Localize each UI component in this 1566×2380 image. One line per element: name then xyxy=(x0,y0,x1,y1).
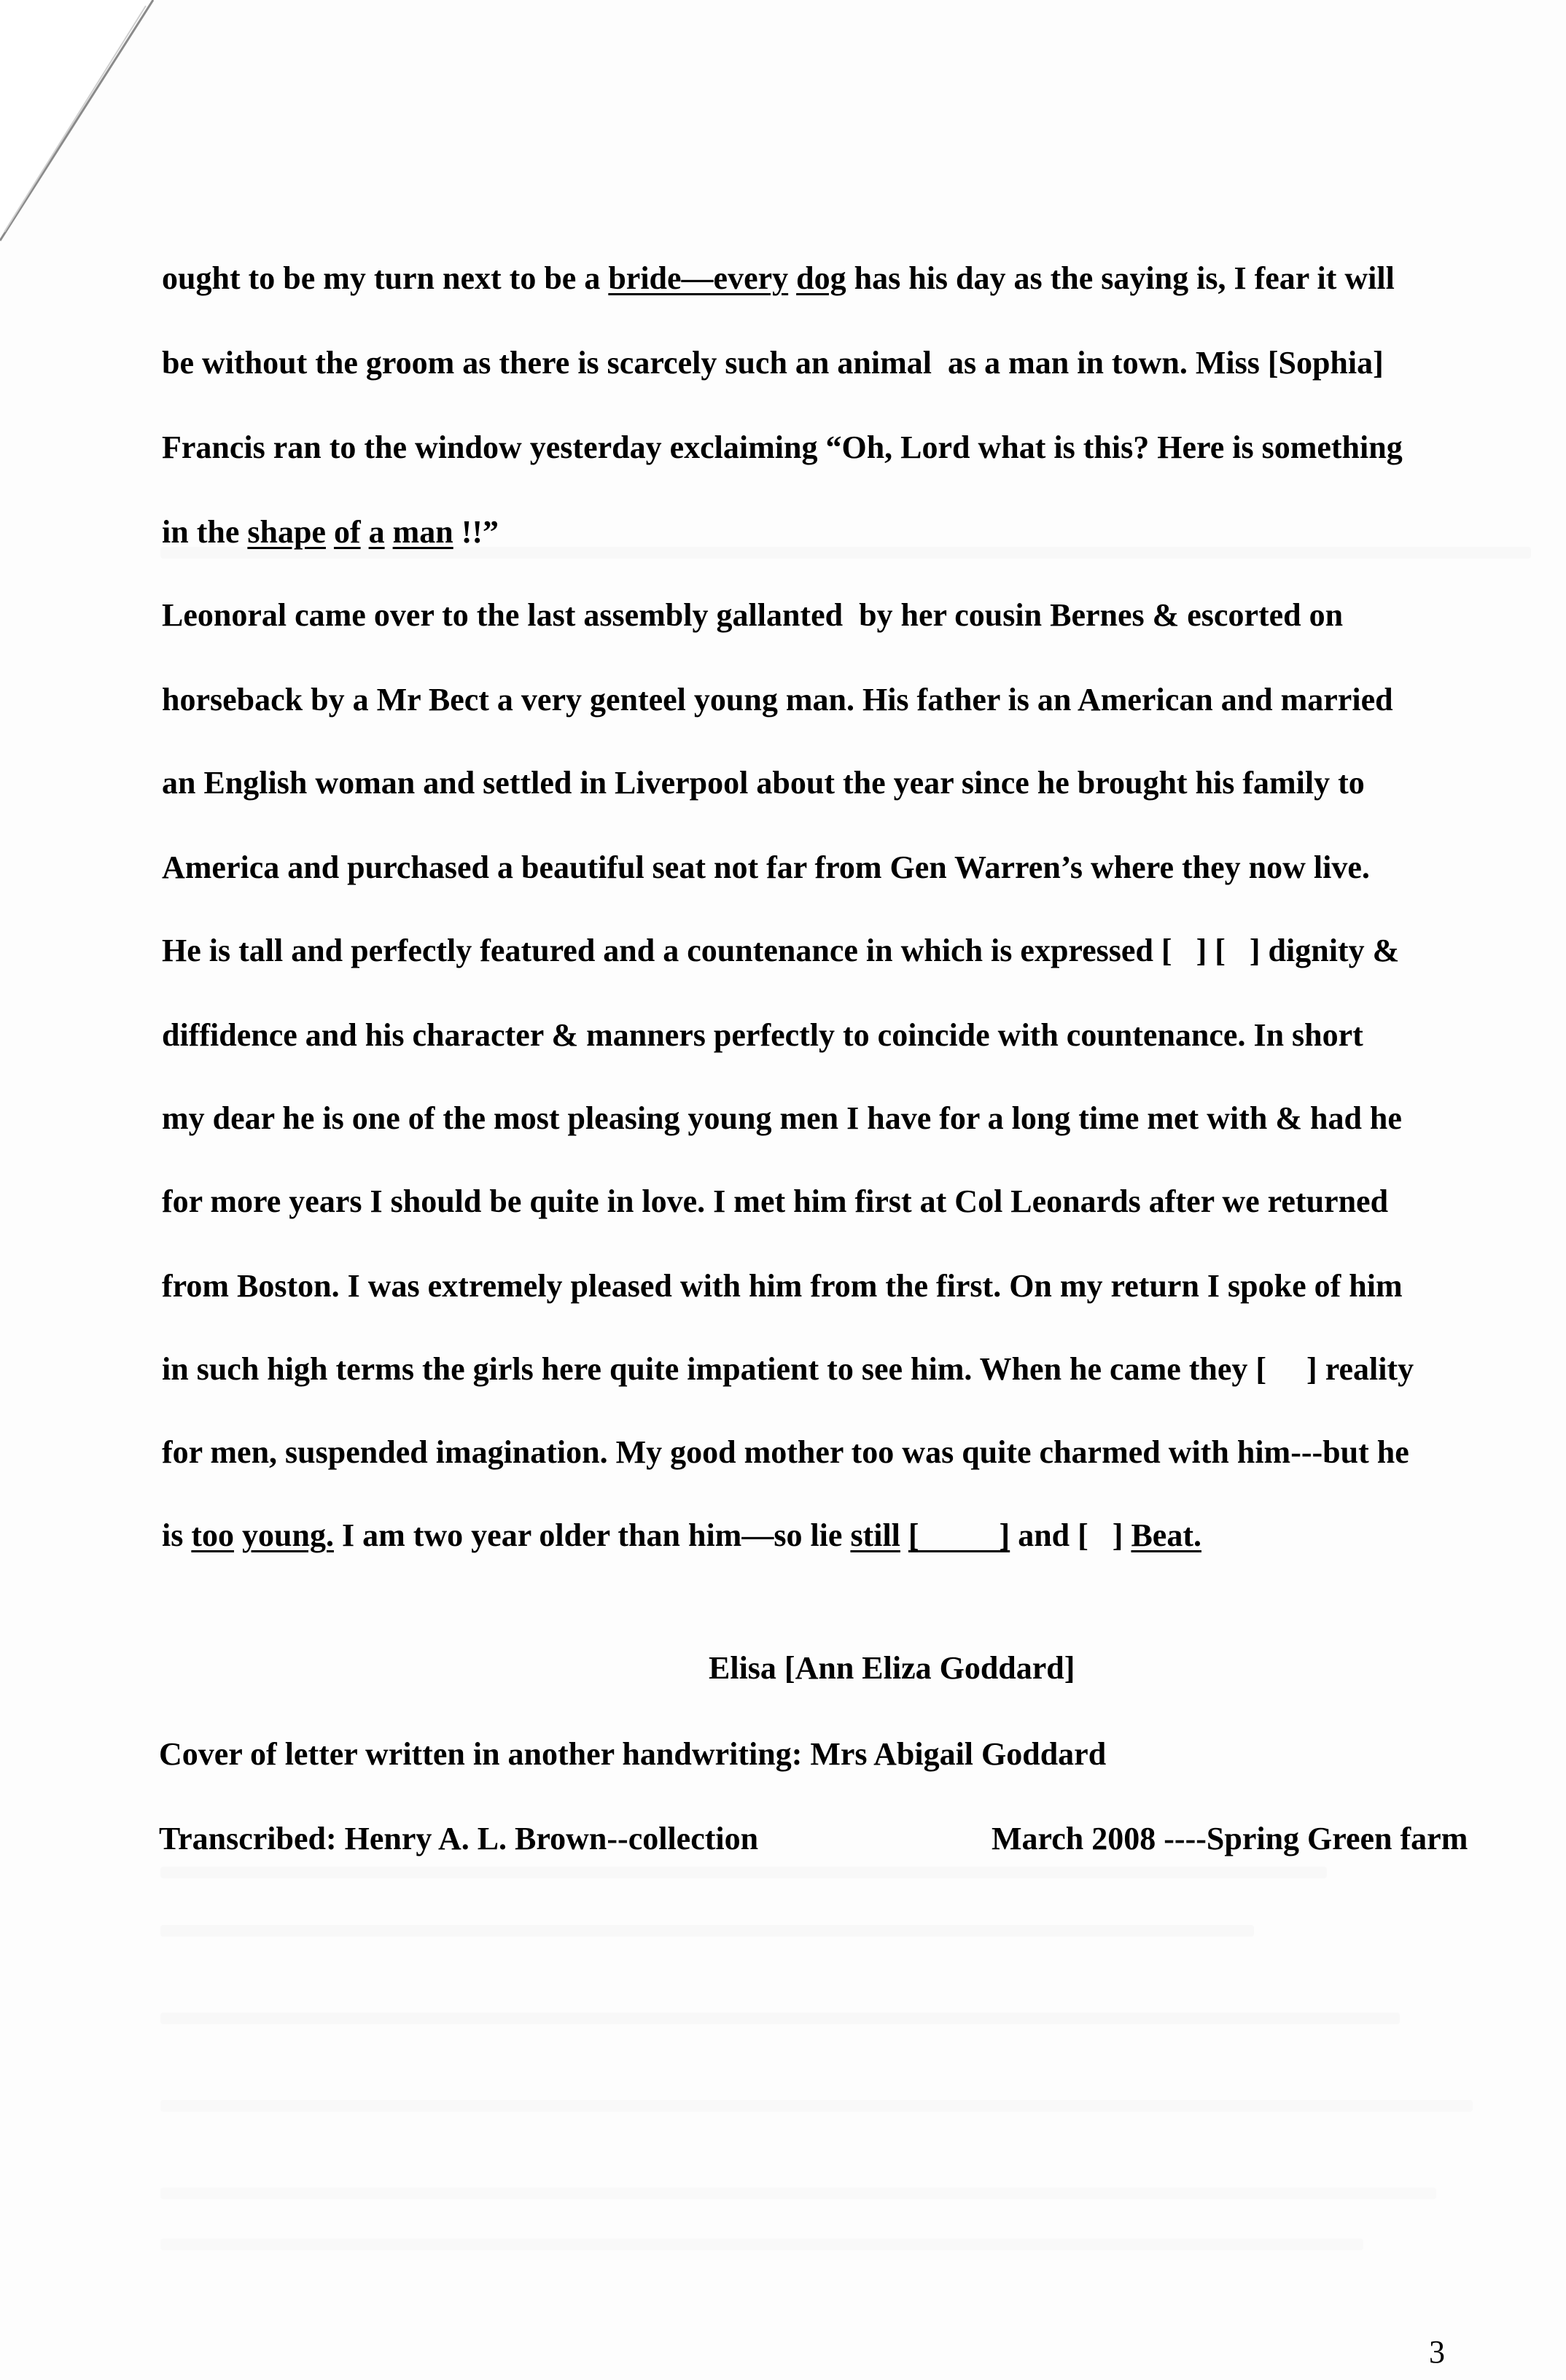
text-segment: Leonoral came over to the last assembly gallanted by her cousin Bernes & escorted on xyxy=(162,597,1344,633)
body-line xyxy=(162,1348,1414,1391)
bleed-through-shadow xyxy=(160,2239,1363,2250)
transcribed-date-place: March 2008 ----Spring Green farm xyxy=(992,1821,1468,1856)
underlined-text: [ ] xyxy=(908,1517,1010,1553)
signature: Elisa [Ann Eliza Goddard] xyxy=(709,1650,1075,1686)
text-segment: diffidence and his character & manners perfectly to coincide with countenance. In short xyxy=(162,1017,1363,1053)
body-line xyxy=(162,1014,1363,1057)
bleed-through-shadow xyxy=(160,2188,1436,2199)
text-segment: has his day as the saying is, I fear it will xyxy=(846,260,1395,296)
text-segment: !!” xyxy=(453,514,499,550)
text-segment xyxy=(326,514,334,550)
underlined-text: bride—every xyxy=(608,260,789,296)
body-line xyxy=(162,257,1395,300)
bleed-through-shadow xyxy=(160,1925,1254,1937)
underlined-text: young. xyxy=(242,1517,334,1553)
body-line xyxy=(162,1180,1388,1224)
bleed-through-shadow xyxy=(160,1867,1327,1878)
page-number: 3 xyxy=(1429,2334,1445,2370)
body-line xyxy=(162,594,1343,637)
underlined-text: too xyxy=(191,1517,235,1553)
body-line xyxy=(162,1097,1402,1140)
body-line xyxy=(162,678,1393,722)
text-segment: in the xyxy=(162,514,248,550)
text-segment: America and purchased a beautiful seat not far from Gen Warren’s where they now live. xyxy=(162,849,1370,885)
text-segment: ought to be my turn next to be a xyxy=(162,260,609,296)
text-segment xyxy=(788,260,796,296)
underlined-text: dog xyxy=(796,260,846,296)
text-segment xyxy=(385,514,393,550)
underlined-text: Beat. xyxy=(1131,1517,1201,1553)
text-segment: be without the groom as there is scarcely such an animal as a man in town. Miss [Sophia] xyxy=(162,345,1384,381)
text-segment: I am two year older than him—so lie xyxy=(333,1517,851,1553)
transcribed-credit: Transcribed: Henry A. L. Brown--collection xyxy=(159,1821,759,1856)
folded-corner xyxy=(0,0,168,248)
cover-note: Cover of letter written in another handwriting: Mrs Abigail Goddard xyxy=(159,1736,1107,1772)
text-segment: horseback by a Mr Bect a very genteel young man. His father is an American and married xyxy=(162,682,1393,718)
body-line xyxy=(162,341,1384,385)
body-line xyxy=(162,846,1370,890)
underlined-text: of xyxy=(333,514,361,550)
text-segment: and [ ] xyxy=(1010,1517,1131,1553)
bleed-through-shadow xyxy=(160,2012,1400,2024)
text-segment: Francis ran to the window yesterday exclaiming “Oh, Lord what is this? Here is something xyxy=(162,429,1403,465)
text-segment: my dear he is one of the most pleasing young men I have for a long time met with & had he xyxy=(162,1100,1402,1136)
body-line xyxy=(162,510,499,554)
underlined-text: a xyxy=(368,514,385,550)
underlined-text: still xyxy=(850,1517,900,1553)
text-segment: for men, suspended imagination. My good mother too was quite charmed with him---but he xyxy=(162,1434,1409,1470)
body-line xyxy=(162,761,1365,805)
text-segment xyxy=(900,1517,908,1553)
text-segment: is xyxy=(162,1517,192,1553)
text-segment xyxy=(361,514,369,550)
text-segment: for more years I should be quite in love. I met him first at Col Leonards after we returned xyxy=(162,1183,1389,1219)
text-segment: an English woman and settled in Liverpool about the year since he brought his family to xyxy=(162,765,1365,801)
text-segment: He is tall and perfectly featured and a countenance in which is expressed [ ] [ ] dignity & xyxy=(162,933,1400,968)
text-segment xyxy=(234,1517,242,1553)
body-line xyxy=(162,1264,1403,1308)
body-line xyxy=(162,929,1399,973)
body-line xyxy=(162,1514,1201,1558)
text-segment: from Boston. I was extremely pleased with him from the first. On my return I spoke of him xyxy=(162,1268,1403,1304)
body-line xyxy=(162,1431,1409,1474)
text-segment: in such high terms the girls here quite impatient to see him. When he came they [ ] reality xyxy=(162,1351,1414,1387)
bleed-through-shadow xyxy=(160,2100,1473,2112)
underlined-text: shape xyxy=(247,514,326,550)
body-line xyxy=(162,426,1403,470)
underlined-text: man xyxy=(392,514,453,550)
